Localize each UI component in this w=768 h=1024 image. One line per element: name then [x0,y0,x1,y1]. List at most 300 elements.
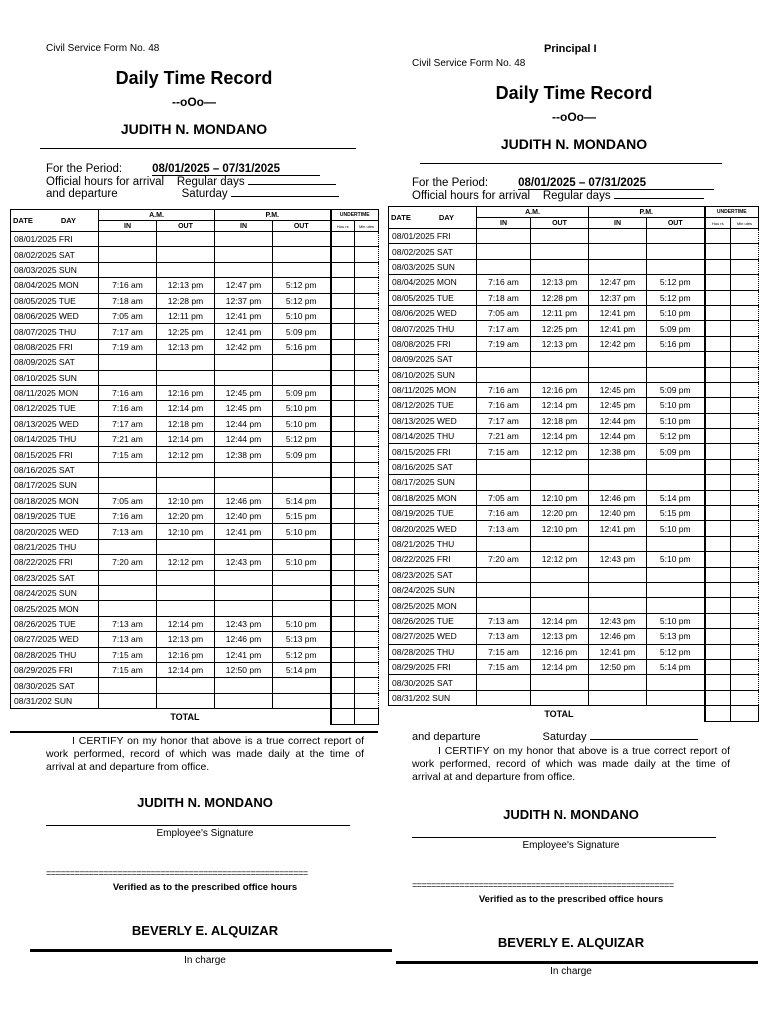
undertime-hours-cell [705,290,731,305]
pm-out-cell [647,598,705,613]
table-row [389,690,759,705]
table-row [389,582,759,597]
date-cell: 08/14/2025 THU [11,432,99,447]
date-cell: 08/23/2025 SAT [389,567,477,582]
table-row [11,370,379,385]
am-in-cell [477,229,531,244]
pm-in-cell [589,567,647,582]
date-cell: 08/11/2025 MON [389,382,477,397]
signature-line [46,825,350,826]
pm-in-cell [589,459,647,474]
undertime-minutes-cell [731,305,759,320]
pm-out-cell: 5:09 pm [273,447,331,462]
header-pm-in: IN [215,221,273,232]
official-hours-label: Official hours for arrival [46,176,165,188]
table-row [11,509,379,524]
table-row [11,278,379,293]
table-row [389,475,759,490]
pm-in-cell: 12:45 pm [215,385,273,400]
table-row [11,524,379,539]
undertime-hours-cell [331,693,355,708]
table-row [11,616,379,631]
undertime-hours-cell [705,259,731,274]
am-in-cell [99,262,157,277]
undertime-hours-cell [705,336,731,351]
table-row [11,693,379,708]
undertime-hours-cell [331,262,355,277]
date-cell: 08/02/2025 SAT [11,247,99,262]
date-cell: 08/03/2025 SUN [389,259,477,274]
am-out-cell [531,690,589,705]
undertime-hours-cell [705,444,731,459]
am-out-cell: 12:14 pm [531,613,589,628]
undertime-minutes-cell [731,244,759,259]
table-row [11,662,379,677]
date-cell: 08/01/2025 FRI [11,232,99,247]
date-cell: 08/09/2025 SAT [389,352,477,367]
pm-out-cell: 5:10 pm [273,308,331,323]
pm-in-cell: 12:46 pm [589,629,647,644]
undertime-minutes-cell [355,293,379,308]
pm-in-cell: 12:44 pm [215,432,273,447]
undertime-hours-cell [331,232,355,247]
undertime-minutes-cell [355,478,379,493]
am-out-cell [157,678,215,693]
in-charge-label: In charge [550,966,592,977]
pm-out-cell: 5:09 pm [273,324,331,339]
am-in-cell: 7:16 am [477,275,531,290]
pm-in-cell: 12:47 pm [215,278,273,293]
am-in-cell [99,247,157,262]
table-row [389,444,759,459]
undertime-hours-cell [331,632,355,647]
pm-in-cell: 12:45 pm [215,401,273,416]
pm-in-cell: 12:41 pm [215,524,273,539]
table-row [389,244,759,259]
table-row [11,462,379,477]
in-charge-name: BEVERLY E. ALQUIZAR [497,935,645,950]
period-block [46,163,376,200]
date-cell: 08/17/2025 SUN [11,478,99,493]
pm-in-cell [589,598,647,613]
employee-signature-label: Employee's Signature [522,840,620,851]
date-cell: 08/22/2025 FRI [11,555,99,570]
pm-in-cell [589,259,647,274]
am-in-cell: 7:13 am [99,524,157,539]
am-in-cell: 7:13 am [477,521,531,536]
pm-in-cell: 12:40 pm [215,509,273,524]
table-row [389,382,759,397]
pm-in-cell [215,370,273,385]
am-out-cell [531,244,589,259]
date-cell: 08/13/2025 WED [389,413,477,428]
undertime-hours-cell [705,475,731,490]
am-in-cell: 7:16 am [99,278,157,293]
pm-in-cell: 12:44 pm [589,413,647,428]
pm-out-cell [647,675,705,690]
am-in-cell [477,690,531,705]
undertime-minutes-cell [731,521,759,536]
am-out-cell [531,582,589,597]
undertime-hours-cell [331,616,355,631]
total-label: TOTAL [389,706,705,721]
pm-out-cell: 5:12 pm [273,647,331,662]
am-out-cell: 12:18 pm [531,413,589,428]
am-out-cell [157,370,215,385]
pm-in-cell: 12:43 pm [215,616,273,631]
undertime-hours-cell [331,524,355,539]
header-am: A.M. [477,207,589,218]
date-cell: 08/25/2025 MON [389,598,477,613]
date-cell: 08/26/2025 TUE [11,616,99,631]
header-hours: Hou rs [331,221,355,232]
pm-out-cell: 5:09 pm [647,382,705,397]
pm-out-cell [273,585,331,600]
undertime-minutes-cell [731,690,759,705]
saturday-label: Saturday [181,188,228,200]
am-out-cell: 12:12 pm [157,447,215,462]
pm-out-cell: 5:12 pm [647,275,705,290]
am-out-cell: 12:12 pm [531,552,589,567]
undertime-minutes-cell [731,352,759,367]
undertime-minutes-cell [355,585,379,600]
undertime-hours-cell [331,293,355,308]
am-in-cell: 7:16 am [477,398,531,413]
date-cell: 08/08/2025 FRI [11,339,99,354]
undertime-minutes-cell [731,336,759,351]
period-value: 08/01/2025 – 07/31/2025 [152,163,320,176]
am-in-cell: 7:05 am [477,490,531,505]
verified-text: Verified as to the prescribed office hours [112,882,298,893]
undertime-hours-cell [331,570,355,585]
table-row [11,308,379,323]
undertime-minutes-cell [355,539,379,554]
undertime-minutes-cell [355,462,379,477]
pm-out-cell [647,259,705,274]
employee-signature-name: JUDITH N. MONDANO [137,795,273,810]
dtr-form-left [10,43,378,1023]
am-out-cell: 12:25 pm [531,321,589,336]
form-title: Daily Time Record [495,83,653,103]
undertime-hours-cell [705,552,731,567]
undertime-hours-cell [705,536,731,551]
table-row [389,367,759,382]
header-minutes: Min utes [731,218,759,229]
am-in-cell: 7:21 am [477,429,531,444]
table-row [389,352,759,367]
pm-out-cell [647,582,705,597]
header-am-out: OUT [157,221,215,232]
table-row [11,416,379,431]
departure-saturday-line: and departure Saturday [412,731,732,743]
table-row [11,678,379,693]
pm-out-cell [647,475,705,490]
date-cell: 08/01/2025 FRI [389,229,477,244]
undertime-hours-cell [331,324,355,339]
undertime-minutes-cell [355,601,379,616]
employee-name: JUDITH N. MONDANO [500,136,648,152]
form-title: Daily Time Record [115,68,273,88]
certification-text: I CERTIFY on my honor that above is a true correct report of work performed, record of which was made daily at the time of arrival at and departure from office. [46,735,364,773]
am-out-cell [157,232,215,247]
undertime-hours-cell [705,644,731,659]
table-row [11,401,379,416]
certification-text: I CERTIFY on my honor that above is a true correct report of work performed, record of which was made daily at the time of arrival at and departure from office. [412,745,730,783]
am-in-cell [99,478,157,493]
am-out-cell: 12:14 pm [531,429,589,444]
am-out-cell [157,247,215,262]
am-out-cell [157,355,215,370]
pm-out-cell: 5:14 pm [647,659,705,674]
date-cell: 08/19/2025 TUE [389,506,477,521]
pm-out-cell: 5:10 pm [647,552,705,567]
pm-out-cell: 5:13 pm [273,632,331,647]
table-row [11,262,379,277]
undertime-hours-cell [705,275,731,290]
undertime-hours-cell [331,647,355,662]
pm-in-cell: 12:38 pm [589,444,647,459]
undertime-hours-cell [705,490,731,505]
am-out-cell [531,598,589,613]
am-out-cell: 12:12 pm [531,444,589,459]
pm-in-cell: 12:41 pm [215,308,273,323]
pm-in-cell: 12:41 pm [589,521,647,536]
saturday-field [231,196,339,197]
separator-line: ======================================================= [46,868,308,878]
am-in-cell [99,585,157,600]
date-cell: 08/12/2025 TUE [11,401,99,416]
in-charge-name: BEVERLY E. ALQUIZAR [131,923,279,938]
am-out-cell [157,539,215,554]
table-row [11,324,379,339]
am-in-cell: 7:19 am [477,336,531,351]
undertime-minutes-cell [355,570,379,585]
pm-out-cell: 5:10 pm [273,401,331,416]
form-number: Civil Service Form No. 48 [46,43,160,54]
am-out-cell: 12:12 pm [157,555,215,570]
undertime-hours-cell [331,401,355,416]
pm-out-cell: 5:09 pm [647,321,705,336]
pm-out-cell [647,690,705,705]
am-out-cell: 12:14 pm [157,432,215,447]
pm-in-cell [589,367,647,382]
header-pm-out: OUT [647,218,705,229]
am-out-cell: 12:25 pm [157,324,215,339]
am-in-cell: 7:05 am [477,305,531,320]
am-in-cell: 7:20 am [477,552,531,567]
undertime-minutes-cell [731,675,759,690]
pm-in-cell: 12:46 pm [589,490,647,505]
undertime-minutes-cell [355,308,379,323]
am-in-cell: 7:17 am [477,413,531,428]
am-out-cell: 12:16 pm [157,647,215,662]
am-in-cell [477,536,531,551]
date-cell: 08/18/2025 MON [11,493,99,508]
date-cell: 08/07/2025 THU [389,321,477,336]
pm-in-cell [589,229,647,244]
date-cell: 08/13/2025 WED [11,416,99,431]
employee-signature-label: Employee's Signature [156,828,254,839]
am-in-cell [477,459,531,474]
am-in-cell: 7:16 am [99,401,157,416]
am-in-cell: 7:13 am [99,616,157,631]
am-in-cell: 7:21 am [99,432,157,447]
header-undertime: UNDERTIME [705,207,759,218]
pm-out-cell [273,462,331,477]
pm-out-cell [273,262,331,277]
date-cell: 08/16/2025 SAT [11,462,99,477]
undertime-hours-cell [705,675,731,690]
pm-out-cell: 5:13 pm [647,629,705,644]
pm-out-cell: 5:16 pm [647,336,705,351]
undertime-minutes-cell [731,429,759,444]
table-row [389,521,759,536]
am-out-cell: 12:13 pm [531,629,589,644]
date-cell: 08/28/2025 THU [11,647,99,662]
undertime-hours-cell [705,521,731,536]
table-row [11,478,379,493]
undertime-hours-cell [705,305,731,320]
undertime-minutes-cell [731,321,759,336]
undertime-minutes-cell [731,259,759,274]
pm-in-cell: 12:41 pm [215,324,273,339]
undertime-hours-cell [331,539,355,554]
date-cell: 08/22/2025 FRI [389,552,477,567]
am-out-cell [157,601,215,616]
undertime-hours-cell [331,601,355,616]
am-out-cell: 12:14 pm [157,616,215,631]
pm-in-cell: 12:41 pm [589,321,647,336]
table-row [389,336,759,351]
undertime-minutes-cell [355,370,379,385]
date-cell: 08/06/2025 WED [11,308,99,323]
header-hours: Hou rs [705,218,731,229]
pm-out-cell: 5:14 pm [647,490,705,505]
undertime-minutes-cell [731,552,759,567]
position-title: Principal I [544,43,597,55]
pm-in-cell: 12:42 pm [589,336,647,351]
date-cell: 08/29/2025 FRI [11,662,99,677]
pm-out-cell [273,232,331,247]
undertime-minutes-cell [731,459,759,474]
pm-out-cell: 5:09 pm [273,385,331,400]
table-row [11,339,379,354]
date-cell: 08/27/2025 WED [389,629,477,644]
am-out-cell [157,570,215,585]
total-minutes [731,706,759,721]
pm-out-cell [647,459,705,474]
am-in-cell [99,355,157,370]
undertime-hours-cell [331,662,355,677]
regular-days-label: Regular days [176,176,245,188]
undertime-minutes-cell [355,693,379,708]
pm-in-cell: 12:45 pm [589,398,647,413]
pm-in-cell [589,582,647,597]
am-in-cell [99,462,157,477]
undertime-minutes-cell [355,247,379,262]
pm-in-cell: 12:50 pm [215,662,273,677]
undertime-hours-cell [705,598,731,613]
am-out-cell [531,536,589,551]
am-out-cell [531,459,589,474]
am-in-cell [99,539,157,554]
date-cell: 08/10/2025 SUN [389,367,477,382]
name-underline [40,148,356,149]
date-cell: 08/31/202 SUN [11,693,99,708]
undertime-hours-cell [331,308,355,323]
pm-out-cell [647,352,705,367]
date-cell: 08/30/2025 SAT [389,675,477,690]
official-hours-label: Official hours for arrival [412,190,531,202]
table-row [389,613,759,628]
pm-in-cell [589,675,647,690]
pm-out-cell: 5:12 pm [273,432,331,447]
undertime-hours-cell [331,509,355,524]
am-out-cell [531,475,589,490]
date-cell: 08/18/2025 MON [389,490,477,505]
pm-in-cell: 12:37 pm [215,293,273,308]
table-row [11,601,379,616]
undertime-hours-cell [331,278,355,293]
date-cell: 08/04/2025 MON [389,275,477,290]
am-in-cell: 7:15 am [99,647,157,662]
am-in-cell [477,598,531,613]
pm-in-cell [215,462,273,477]
table-row [11,632,379,647]
table-row [11,432,379,447]
pm-in-cell [215,478,273,493]
header-am: A.M. [99,210,215,221]
undertime-minutes-cell [355,401,379,416]
time-record-table [10,209,379,725]
undertime-minutes-cell [731,490,759,505]
date-cell: 08/06/2025 WED [389,305,477,320]
table-row [11,385,379,400]
undertime-hours-cell [705,629,731,644]
undertime-minutes-cell [731,613,759,628]
regular-days-label: Regular days [542,190,611,202]
table-row [11,232,379,247]
am-out-cell [531,229,589,244]
name-underline [420,163,722,164]
undertime-minutes-cell [731,275,759,290]
am-in-cell: 7:17 am [99,324,157,339]
total-label: TOTAL [11,709,331,724]
undertime-hours-cell [705,613,731,628]
undertime-minutes-cell [731,582,759,597]
pm-in-cell: 12:44 pm [215,416,273,431]
table-row [11,647,379,662]
dtr-form-right [388,43,760,1023]
am-out-cell: 12:14 pm [157,401,215,416]
date-cell: 08/15/2025 FRI [389,444,477,459]
undertime-hours-cell [331,555,355,570]
header-pm-in: IN [589,218,647,229]
undertime-hours-cell [705,321,731,336]
ooo-ornament: --oOo— [172,95,216,109]
pm-in-cell [215,585,273,600]
table-row [389,675,759,690]
pm-out-cell: 5:12 pm [647,429,705,444]
period-label: For the Period: [46,163,123,175]
am-in-cell: 7:16 am [477,506,531,521]
undertime-minutes-cell [355,324,379,339]
pm-out-cell: 5:15 pm [647,506,705,521]
ooo-ornament: --oOo— [552,110,596,124]
undertime-hours-cell [331,370,355,385]
undertime-hours-cell [331,432,355,447]
pm-in-cell: 12:42 pm [215,339,273,354]
